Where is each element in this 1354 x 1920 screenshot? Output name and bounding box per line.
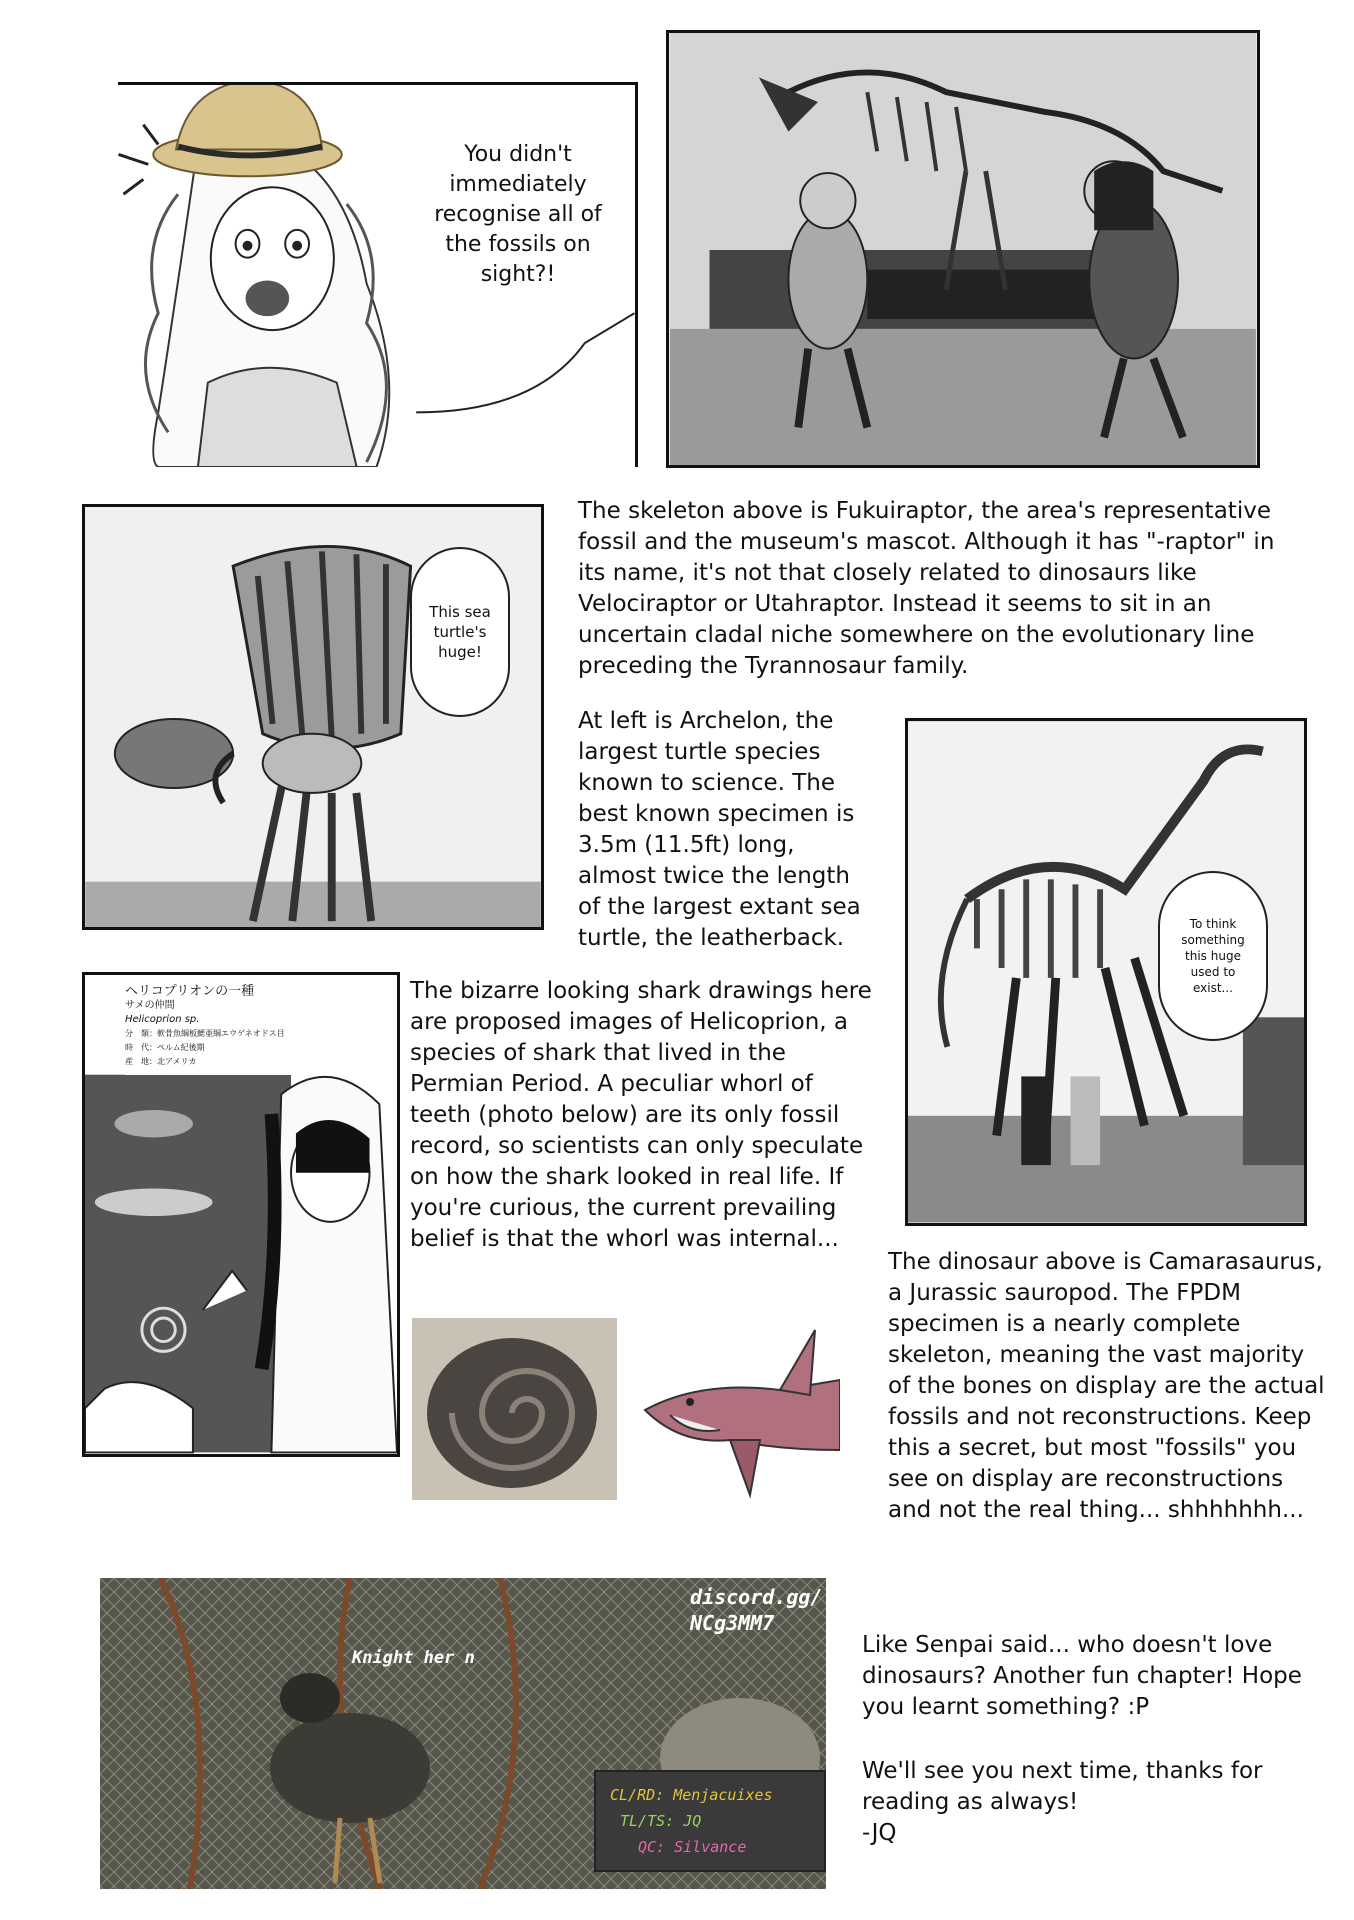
- panel-archelon: [82, 504, 544, 930]
- credit-name: Silvance: [674, 1838, 747, 1856]
- speech-text-turtle: This sea turtle's huge!: [429, 603, 491, 661]
- credit-role: CL/RD:: [610, 1786, 665, 1804]
- panel-museum-fukuiraptor: [666, 30, 1260, 468]
- credit-name: Menjacuixes: [673, 1786, 773, 1804]
- sign-title: ヘリコプリオンの一種: [125, 984, 255, 999]
- panel-camarasaurus: [905, 718, 1307, 1226]
- credits-box: [594, 1770, 826, 1872]
- panel-surprised-girl: [118, 82, 638, 467]
- credit-role: TL/TS:: [620, 1812, 675, 1830]
- sign-line-classification: 分 類：軟骨魚綱板鰓亜綱エウゲネオドス目: [125, 1029, 285, 1038]
- credit-row-clrd: [610, 1782, 810, 1808]
- helicoprion-shark-illustration: [640, 1320, 840, 1510]
- caption-archelon: At left is Archelon, the largest turtle species known to science. The best known specimen is 3.5m (11.5ft) long, almost twice the length of the largest extant sea turtle, the leatherback.: [578, 708, 861, 951]
- speech-text-exist: To think something this huge used to exist...: [1181, 917, 1245, 995]
- speech-text-recognise: You didn't immediately recognise all of the fossils on sight?!: [434, 142, 602, 287]
- sign-latin: Helicoprion sp.: [125, 1014, 200, 1025]
- helicoprion-whorl-photo: [412, 1318, 617, 1500]
- caption-outro-3: -JQ: [862, 1820, 897, 1846]
- speech-bubble-recognise: [418, 115, 618, 315]
- caption-fukuiraptor: The skeleton above is Fukuiraptor, the area's representative fossil and the museum's mascot. Although it has "-raptor" in its name, it's not that closely related to dinosaurs like Velociraptor or Utahraptor. Instead it seems to sit in an uncertain cladal niche somewhere on the evolutionary line preceding the Tyrannosaur family.: [578, 498, 1275, 679]
- credit-row-tlts: [610, 1808, 810, 1834]
- heron-photo: [100, 1578, 826, 1889]
- credit-name: JQ: [683, 1812, 702, 1830]
- caption-outro-2: We'll see you next time, thanks for reading as always!: [862, 1758, 1263, 1815]
- caption-camarasaurus: The dinosaur above is Camarasaurus, a Jurassic sauropod. The FPDM specimen is a nearly complete skeleton, meaning the vast majority of the bones on display are the actual fossils and not reconstructions. Keep this a secret, but most "fossils" you see on display are reconstructions and not the real thing... shhhhhhh...: [888, 1249, 1325, 1523]
- fukuiraptor-scene-illustration: [669, 33, 1257, 465]
- tooth-whorl-icon: [412, 1318, 617, 1500]
- sign-line-locality: 産 地：北アメリカ: [125, 1057, 197, 1066]
- caption-outro-1: Like Senpai said... who doesn't love dinosaurs? Another fun chapter! Hope you learnt something? :P: [862, 1632, 1302, 1720]
- credit-row-qc: [610, 1834, 810, 1860]
- shark-icon: [640, 1320, 840, 1510]
- credit-role: QC:: [638, 1838, 666, 1856]
- speech-bubble-turtle: [410, 547, 510, 717]
- sign-subtitle: サメの仲間: [125, 1000, 175, 1011]
- bird-label: Knight her n: [352, 1648, 475, 1668]
- sign-line-period: 時 代：ペルム紀後期: [125, 1043, 205, 1052]
- panel-helicoprion: [82, 972, 400, 1457]
- speech-bubble-exist: [1158, 871, 1268, 1041]
- caption-helicoprion: The bizarre looking shark drawings here are proposed images of Helicoprion, a species of shark that lived in the Permian Period. A peculiar whorl of teeth (photo below) are its only fossil record, so scientists can only speculate on how the shark looked in real life. If you're curious, the current prevailing belief is that the whorl was internal...: [410, 978, 872, 1252]
- discord-link[interactable]: discord.gg/ NCg3MM7: [690, 1585, 823, 1635]
- helicoprion-sign: [125, 985, 325, 1075]
